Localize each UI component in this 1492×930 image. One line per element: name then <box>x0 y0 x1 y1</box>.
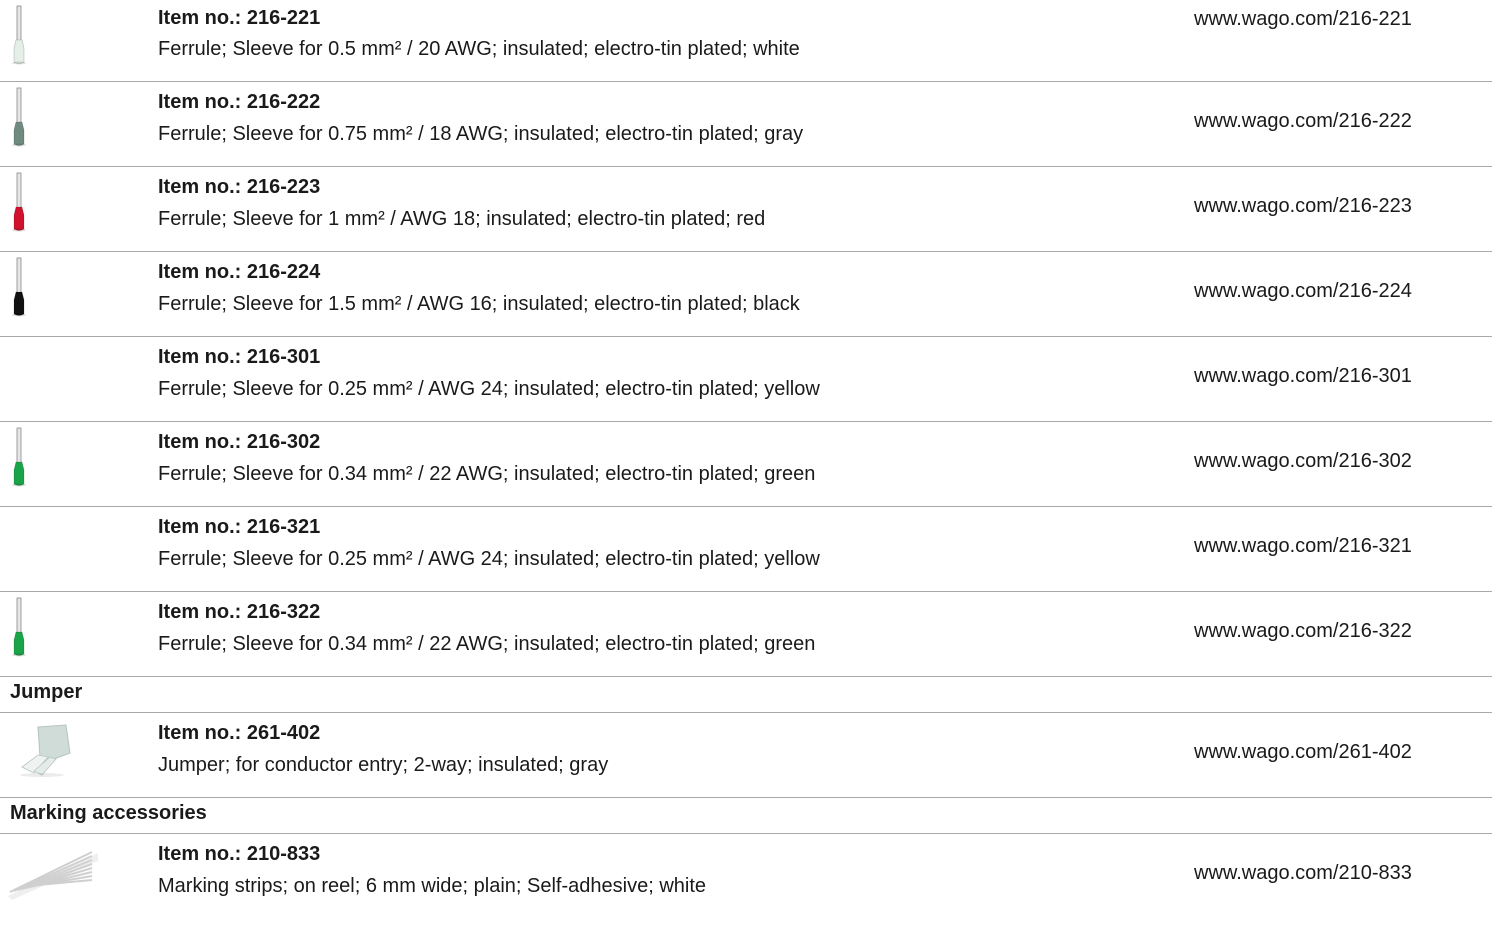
product-thumbnail <box>8 596 98 658</box>
item-description: Ferrule; Sleeve for 0.34 mm² / 22 AWG; insulated; electro-tin plated; green <box>158 463 816 485</box>
jumper-icon <box>8 717 98 779</box>
product-link[interactable]: www.wago.com/261-402 <box>1194 741 1412 763</box>
product-thumbnail <box>8 4 98 66</box>
marking-strip-icon <box>8 838 98 900</box>
item-number: Item no.: 210-833 <box>158 843 321 865</box>
product-link[interactable]: www.wago.com/216-224 <box>1194 280 1412 302</box>
product-link[interactable]: www.wago.com/216-301 <box>1194 365 1412 387</box>
ferrule-green-icon <box>8 596 98 658</box>
product-thumbnail <box>8 426 98 488</box>
product-thumbnail <box>8 717 98 779</box>
product-row <box>0 507 1492 592</box>
product-row <box>0 422 1492 507</box>
product-thumbnail <box>8 86 98 148</box>
item-description: Ferrule; Sleeve for 0.75 mm² / 18 AWG; insulated; electro-tin plated; gray <box>158 123 804 145</box>
product-link[interactable]: www.wago.com/216-222 <box>1194 110 1412 132</box>
product-row <box>0 337 1492 422</box>
section-heading: Jumper <box>0 677 1492 713</box>
product-link[interactable]: www.wago.com/216-321 <box>1194 535 1412 557</box>
product-thumbnail <box>8 171 98 233</box>
item-number: Item no.: 216-321 <box>158 516 321 538</box>
product-link[interactable]: www.wago.com/216-322 <box>1194 620 1412 642</box>
product-row <box>0 167 1492 252</box>
product-link[interactable]: www.wago.com/216-302 <box>1194 450 1412 472</box>
product-thumbnail <box>8 838 98 900</box>
product-thumbnail <box>8 256 98 318</box>
item-description: Ferrule; Sleeve for 1 mm² / AWG 18; insulated; electro-tin plated; red <box>158 208 766 230</box>
product-row <box>0 0 1492 82</box>
ferrule-green-icon <box>8 426 98 488</box>
product-row <box>0 252 1492 337</box>
item-description: Ferrule; Sleeve for 0.25 mm² / AWG 24; insulated; electro-tin plated; yellow <box>158 548 820 570</box>
product-row <box>0 834 1492 930</box>
item-number: Item no.: 216-223 <box>158 176 321 198</box>
ferrule-black-icon <box>8 256 98 318</box>
item-number: Item no.: 216-221 <box>158 7 321 29</box>
product-link[interactable]: www.wago.com/216-223 <box>1194 195 1412 217</box>
item-number: Item no.: 216-222 <box>158 91 321 113</box>
product-row <box>0 592 1492 677</box>
item-number: Item no.: 216-322 <box>158 601 321 623</box>
ferrule-red-icon <box>8 171 98 233</box>
item-description: Ferrule; Sleeve for 0.5 mm² / 20 AWG; insulated; electro-tin plated; white <box>158 38 800 60</box>
product-row <box>0 713 1492 798</box>
product-link[interactable]: www.wago.com/216-221 <box>1194 8 1412 30</box>
item-number: Item no.: 216-302 <box>158 431 321 453</box>
ferrule-gray-icon <box>8 86 98 148</box>
item-description: Ferrule; Sleeve for 0.25 mm² / AWG 24; insulated; electro-tin plated; yellow <box>158 378 820 400</box>
item-description: Ferrule; Sleeve for 1.5 mm² / AWG 16; insulated; electro-tin plated; black <box>158 293 800 315</box>
item-description: Ferrule; Sleeve for 0.34 mm² / 22 AWG; insulated; electro-tin plated; green <box>158 633 816 655</box>
item-number: Item no.: 261-402 <box>158 722 321 744</box>
item-number: Item no.: 216-224 <box>158 261 321 283</box>
product-link[interactable]: www.wago.com/210-833 <box>1194 862 1412 884</box>
item-description: Marking strips; on reel; 6 mm wide; plain; Self-adhesive; white <box>158 875 707 897</box>
section-heading: Marking accessories <box>0 798 1492 834</box>
ferrule-white-icon <box>8 4 98 66</box>
product-row <box>0 82 1492 167</box>
item-description: Jumper; for conductor entry; 2-way; insulated; gray <box>158 754 609 776</box>
item-number: Item no.: 216-301 <box>158 346 321 368</box>
